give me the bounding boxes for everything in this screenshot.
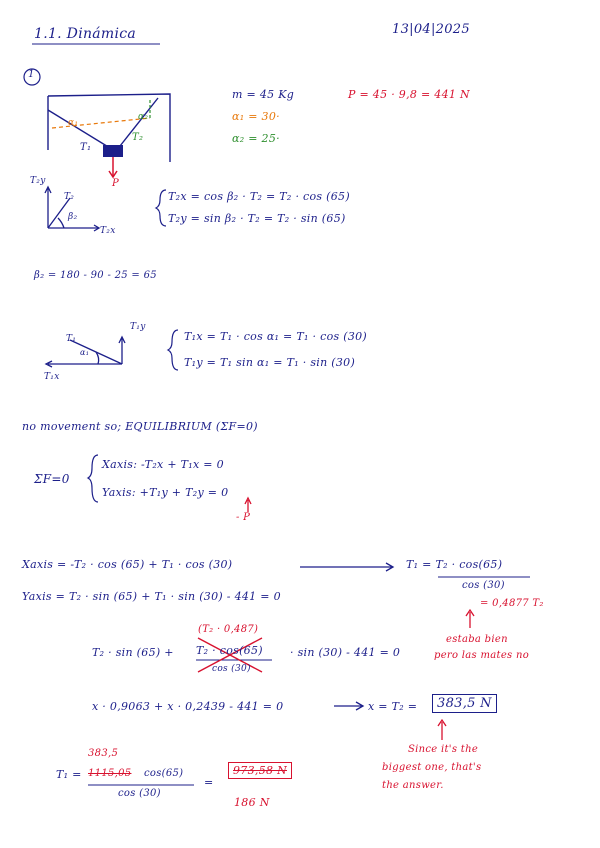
rope-t1 (48, 110, 110, 148)
page-date: 13|04|2025 (392, 22, 470, 37)
since-line-2: biggest one, that's (382, 762, 482, 773)
y-axis-line: Yaxis = T₂ · sin (65) + T₁ · sin (30) - 441 = 0 (22, 590, 281, 603)
t2-result: 383,5 N (432, 694, 497, 713)
substitution-note: (T₂ · 0,487) (198, 624, 259, 635)
t1-new-result: 186 N (234, 796, 270, 809)
t1y-label: T₁y (130, 322, 146, 332)
equilibrium-y: Yaxis: +T₁y + T₂y = 0 (102, 486, 229, 499)
given-alpha1: α₁ = 30· (232, 110, 280, 123)
since-line-1: Since it's the (408, 744, 479, 755)
t1-final-num: cos(65) (144, 768, 184, 779)
t1-final-lhs: T₁ = (56, 768, 82, 781)
sum-forces: ΣF=0 (34, 472, 70, 486)
t2-label: T₂ (64, 192, 75, 202)
problem-number: 1 (28, 69, 35, 80)
t1x-label: T₁x (44, 372, 60, 382)
substitution-left: T₂ · sin (65) + (92, 646, 174, 659)
equilibrium-note: no movement so; EQUILIBRIUM (ΣF=0) (22, 420, 258, 433)
equilibrium-x: Xaxis: -T₂x + T₁x = 0 (102, 458, 224, 471)
t2y-equation: T₂y = sin β₂ · T₂ = T₂ · sin (65) (168, 212, 346, 225)
t1y-equation: T₁y = T₁ sin α₁ = T₁ · sin (30) (184, 356, 356, 369)
comment-line-2: pero las mates no (434, 650, 530, 661)
t1-expression-num: T₁ = T₂ · cos(65) (406, 558, 503, 571)
t2y-label: T₂y (30, 176, 46, 186)
t2x-equation: T₂x = cos β₂ · T₂ = T₂ · cos (65) (168, 190, 350, 203)
t1-old-result: 973,58 N (228, 762, 292, 779)
b2-label: β₂ (68, 212, 78, 222)
x-axis-line: Xaxis = -T₂ · cos (65) + T₁ · cos (30) (22, 558, 233, 571)
x-equation: x · 0,9063 + x · 0,2439 - 441 = 0 (92, 700, 284, 713)
t2x-label: T₂x (100, 226, 116, 236)
diagram-t1: T₁ (80, 142, 92, 153)
comment-line-1: estaba bien (446, 634, 508, 645)
page-title: 1.1. Dinámica (34, 26, 137, 42)
since-line-3: the answer. (382, 780, 444, 791)
t1-label: T₁ (66, 334, 77, 344)
given-mass: m = 45 Kg (232, 88, 295, 101)
t1-old-value: 1115,05 (88, 768, 132, 779)
t1-ratio: = 0,4877 T₂ (480, 598, 544, 609)
given-weight: P = 45 · 9,8 = 441 N (348, 88, 470, 101)
beta2-equation: β₂ = 180 - 90 - 25 = 65 (34, 270, 157, 281)
a1-label: α₁ (80, 348, 90, 357)
t1-final-top: 383,5 (88, 748, 119, 759)
substitution-right: · sin (30) - 441 = 0 (290, 646, 401, 659)
substitution-den: cos (30) (212, 664, 251, 674)
x-result-label: x = T₂ = (368, 700, 418, 713)
given-alpha2: α₂ = 25· (232, 132, 280, 145)
mass-block (103, 145, 123, 157)
brace-eq (88, 455, 98, 502)
t1-final-equals: = (204, 776, 214, 789)
diagram-t2: T₂ (132, 132, 144, 143)
diagram-alpha1: α₁ (68, 118, 79, 128)
brace-t1 (168, 330, 178, 370)
diagram-alpha2: α₂ (138, 112, 149, 122)
t1-expression-den: cos (30) (462, 580, 505, 591)
minus-p: - P (236, 512, 251, 523)
t1x-equation: T₁x = T₁ · cos α₁ = T₁ · cos (30) (184, 330, 368, 343)
substitution-t2: T₂ · cos(65) (196, 644, 263, 657)
diagram-p: P (112, 178, 120, 189)
t1-final-den: cos (30) (118, 788, 161, 799)
brace-t2 (156, 190, 166, 226)
